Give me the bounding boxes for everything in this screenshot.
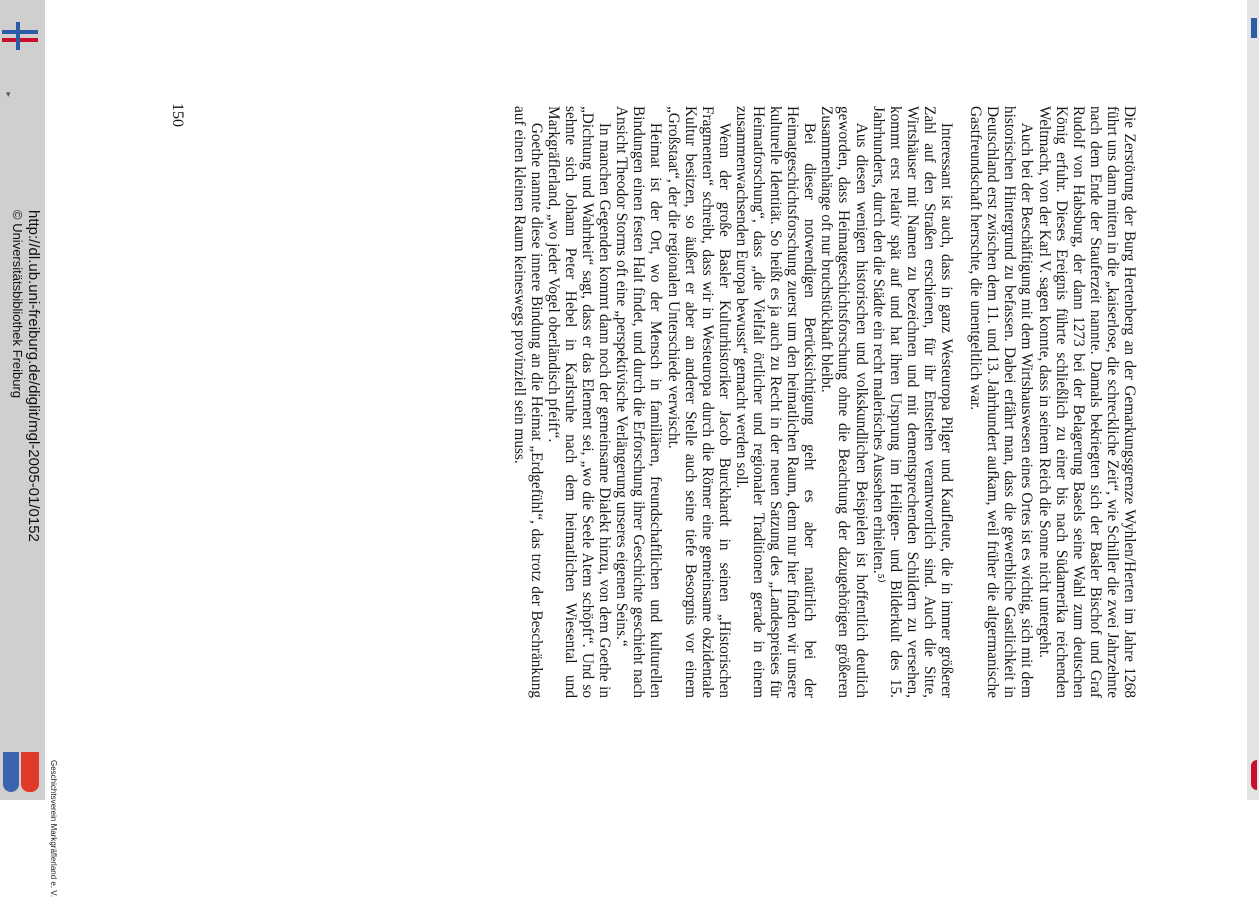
page-number: 150 bbox=[169, 103, 186, 127]
right-margin-strip bbox=[1247, 0, 1259, 800]
paragraph: Aus diesen wenigen historischen und volkskundlichen Beispielen ist hoffentlich deutlich geworden, dass Heimatgeschichtsforschung ohne die Beachtung der dazugehörigen größeren Zusammenhänge oft nur bruchstückhaft bleibt. bbox=[818, 106, 870, 698]
paragraph: Wenn der große Basler Kulturhistoriker Jacob Burckhardt in seinen „Historischen Fragmenten“ schreibt, dass wir in Westeuropa durch die Römer eine gemeinsame okzidentale Kultur besitzen, so äußert er aber an anderer Stelle auch seine tiefe Besorgnis vor einem „Großstaat“, der die regionalen Unterschiede verwischt. bbox=[664, 106, 733, 698]
right-margin-mark bbox=[1251, 18, 1257, 38]
library-logo-icon bbox=[2, 18, 38, 54]
paragraph: In manchen Gegenden kommt dann noch der gemeinsame Dialekt hinzu, von dem Goethe in „Dichtung und Wahrheit“ sagt, dass er das Element sei, „wo die Seele Atem schöpft“. Und so sehnte sich Johann Peter Hebel in Karlsruhe nach dem heimatlichen Wiesental und Markgräflerland, „wo jeder Vogel oberländisch pfeift“. bbox=[544, 106, 614, 698]
footer-url[interactable]: http://dl.ub.uni-freiburg.de/diglit/mgl-2005-01/0152 bbox=[25, 210, 42, 542]
footer-copyright: © Universitätsbibliothek Freiburg bbox=[10, 210, 25, 399]
page-body bbox=[208, 106, 1138, 698]
coat-of-arms-icon bbox=[3, 752, 39, 796]
paragraph: Bei dieser notwendigen Berücksichtigung geht es aber natürlich bei der Heimatgeschichtsforschung zuerst um den heimatlichen Raum, denn nur hier finden wir unsere kulturelle Identität. So heißt es ja auch zu Recht in der neuen Satzung des „Landespreises für Heimatforschung“, dass „die Vielfalt örtlicher und regionaler Traditionen gerade in einem zusammenwachsenden Europa bewusst“ gemacht werden soll. bbox=[732, 106, 819, 698]
footer-url-band bbox=[10, 210, 42, 770]
paragraph: Die Zerstörung der Burg Hertenberg an der Gemarkungsgrenze Wyhlen/Herten im Jahre 1268 führt uns dann mitten in die „kaiserlose, die schreckliche Zeit“, wie Schiller die zwei Jahrzehnte nach dem Ende der Stauferzeit nannte. Damals bekriegten sich der Basler Bischof und Graf Rudolf von Habsburg, der dann 1273 bei der Belagerung Basels seine Wahl zum deutschen König erfuhr. Dieses Ereignis führte schließlich zu einer bis nach Südamerika reichenden Weltmacht, von der Karl V. sagen konnte, dass in seinem Reich die Sonne nicht untergeht. bbox=[1035, 106, 1138, 698]
paragraph: Auch bei der Beschäftigung mit dem Wirtshauswesen eines Ortes ist es wichtig, sich mit dem historischen Hintergrund zu befassen. Dabei erfährt man, dass die gewerbliche Gastlichkeit in Deutschland erst zwischen dem 11. und 13. Jahrhundert aufkam, weil früher die altgermanische Gastfreundschaft herrschte, die unentgeltlich war. bbox=[967, 106, 1036, 698]
society-name: Geschichtsverein Markgräflerland e. V. bbox=[49, 760, 58, 897]
paragraph: Heimat ist der Ort, wo der Mensch in familiären, freundschaftlichen und kulturellen Bindungen einen festen Halt findet, und durch die Erforschung ihrer Geschichte geschieht nach Ansicht Theodor Storms oft eine „perspektivische Verlängerung unseres eigenen Seins.“ bbox=[613, 106, 665, 698]
right-margin-coat-icon bbox=[1251, 760, 1257, 790]
paragraph: Goethe nannte diese innere Bindung an die Heimat „Erdgefühl“, das trotz der Beschränkung auf einen kleinen Raum keineswegs provinziell sein muss. bbox=[510, 106, 545, 698]
left-margin-mark: ▾ bbox=[6, 90, 11, 100]
paragraph: Interessant ist auch, dass in ganz Westeuropa Pilger und Kaufleute, die in immer größerer Zahl auf den Straßen erschienen, für ihr Entstehen verantwortlich sind. Auch die Sitte, Wirtshäuser mit Namen zu bezeichnen und mit dementsprechenden Schildern zu versehen, kommt erst relativ spät auf und hat ihren Ursprung im Heiligen- und Bilderkult des 15. Jahrhunderts, durch den die Städte ein recht malerisches Aussehen erhielten.⁵⁾ bbox=[869, 106, 956, 698]
